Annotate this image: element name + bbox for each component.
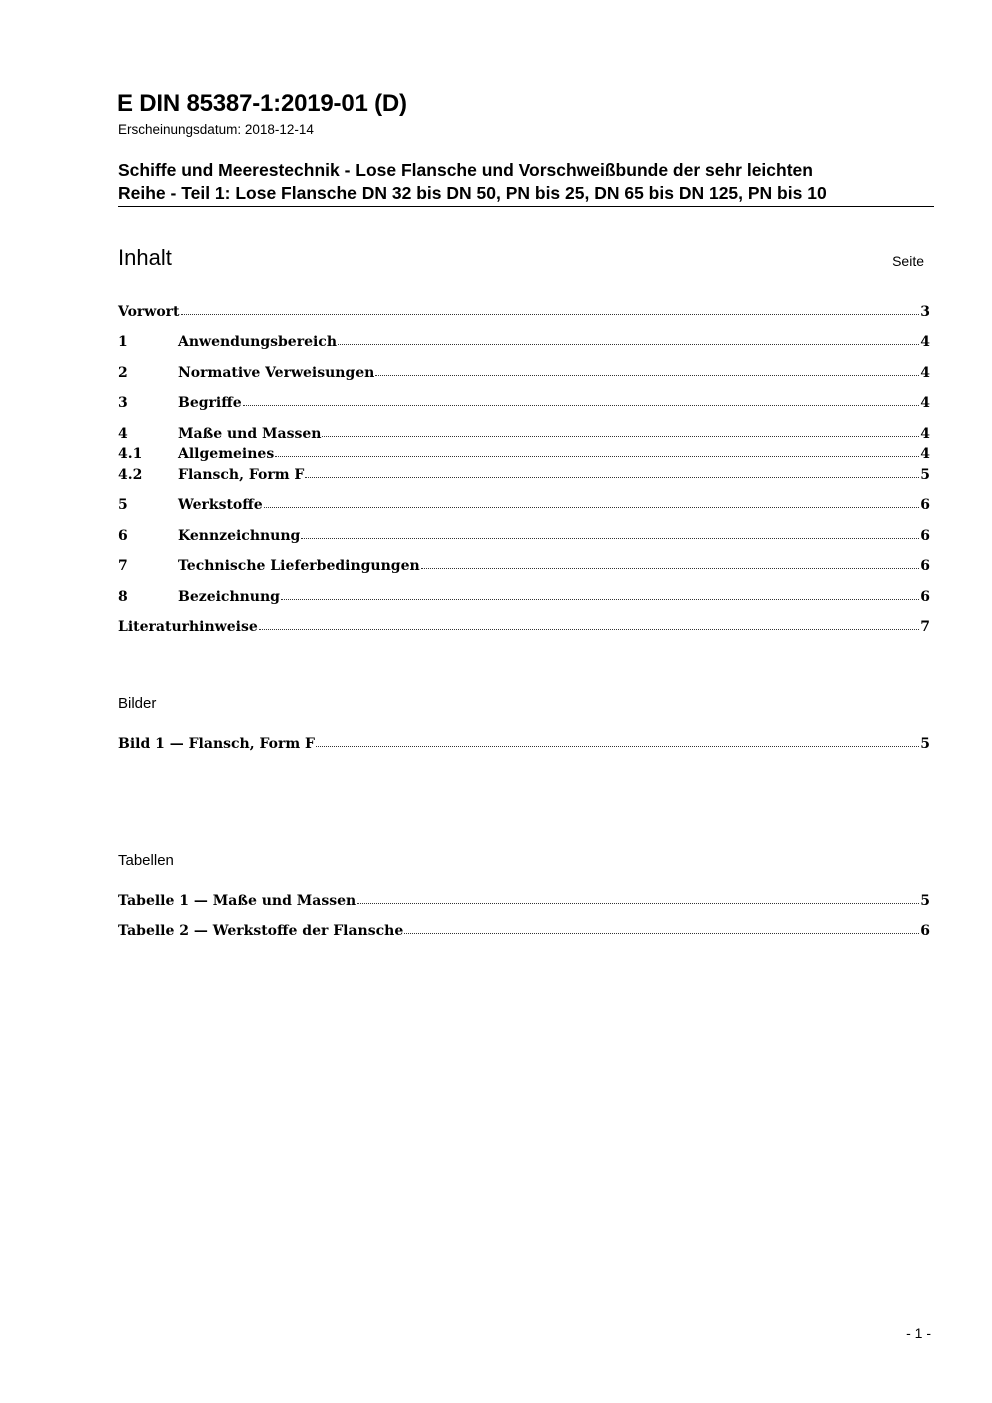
toc-entry-page: 7 — [920, 619, 930, 635]
toc-leader-dots — [322, 424, 919, 438]
toc-entry-page: 6 — [920, 558, 930, 574]
toc-entry-number: 8 — [118, 589, 128, 605]
figure-entry-bild-1[interactable] — [118, 734, 930, 754]
document-title — [118, 159, 934, 207]
toc-leader-dots — [338, 332, 919, 346]
toc-entry-werkstoffe[interactable] — [118, 495, 930, 515]
toc-entry-page: 6 — [920, 528, 930, 544]
toc-entry-label: Maße und Massen — [178, 426, 322, 442]
toc-leader-dots — [305, 465, 919, 479]
toc-entry-page: 6 — [920, 589, 930, 605]
document-title-line-1: Schiffe und Meerestechnik - Lose Flansche und Vorschweißbunde der sehr leichten — [118, 160, 813, 180]
toc-entry-bezeichnung[interactable] — [118, 587, 930, 607]
table-entry-page: 6 — [920, 923, 930, 939]
toc-heading: Inhalt — [118, 245, 172, 270]
toc-entry-literaturhinweise[interactable] — [118, 617, 930, 637]
toc-entry-label: Bezeichnung — [178, 589, 280, 605]
figures-heading: Bilder — [118, 695, 157, 712]
toc-entry-normative-verweisungen[interactable] — [118, 363, 930, 383]
toc-entry-number: 5 — [118, 497, 128, 513]
figure-entry-label: Bild 1 — Flansch, Form F — [118, 736, 315, 752]
toc-leader-dots — [243, 393, 920, 407]
toc-entry-label: Allgemeines — [178, 446, 275, 462]
toc-leader-dots — [316, 734, 919, 748]
toc-entry-page: 4 — [920, 395, 930, 411]
toc-entry-anwendungsbereich[interactable] — [118, 332, 930, 352]
toc-entry-label: Literaturhinweise — [118, 619, 258, 635]
toc-entry-label: Werkstoffe — [178, 497, 263, 513]
table-entry-label: Tabelle 1 — Maße und Massen — [118, 893, 357, 909]
toc-entry-number: 6 — [118, 528, 128, 544]
toc-entry-page: 4 — [920, 446, 930, 462]
toc-leader-dots — [264, 495, 920, 509]
toc-entry-technische-lieferbedingungen[interactable] — [118, 556, 930, 576]
toc-leader-dots — [281, 587, 919, 601]
toc-entry-label: Begriffe — [178, 395, 242, 411]
toc-entry-number: 2 — [118, 365, 128, 381]
toc-leader-dots — [404, 921, 919, 935]
toc-entry-number: 4 — [118, 426, 128, 442]
toc-entry-masse-und-massen[interactable] — [118, 424, 930, 444]
toc-entry-page: 4 — [920, 365, 930, 381]
toc-entry-label: Kennzeichnung — [178, 528, 301, 544]
figure-entry-page: 5 — [920, 736, 930, 752]
toc-entry-flansch-form-f[interactable] — [118, 465, 930, 485]
toc-entry-page: 4 — [920, 426, 930, 442]
table-entry-label: Tabelle 2 — Werkstoffe der Flansche — [118, 923, 404, 939]
publication-date: Erscheinungsdatum: 2018-12-14 — [118, 122, 314, 137]
toc-entry-allgemeines[interactable] — [118, 444, 930, 464]
toc-entry-begriffe[interactable] — [118, 393, 930, 413]
toc-leader-dots — [275, 444, 919, 458]
toc-entry-kennzeichnung[interactable] — [118, 526, 930, 546]
toc-entry-number: 1 — [118, 334, 128, 350]
toc-entry-number: 4.1 — [118, 446, 143, 462]
toc-entry-page: 4 — [920, 334, 930, 350]
toc-entry-label: Normative Verweisungen — [178, 365, 375, 381]
tables-heading: Tabellen — [118, 852, 174, 869]
toc-entry-number: 7 — [118, 558, 128, 574]
toc-entry-label: Vorwort — [118, 304, 180, 320]
toc-leader-dots — [375, 363, 919, 377]
document-title-line-2: Reihe - Teil 1: Lose Flansche DN 32 bis DN 50, PN bis 25, DN 65 bis DN 125, PN bis 10 — [118, 183, 827, 203]
table-entry-tabelle-2[interactable] — [118, 921, 930, 941]
toc-leader-dots — [301, 526, 919, 540]
toc-leader-dots — [181, 302, 920, 316]
toc-entry-label: Technische Lieferbedingungen — [178, 558, 420, 574]
toc-entry-page: 6 — [920, 497, 930, 513]
toc-entry-page: 3 — [920, 304, 930, 320]
document-id: E DIN 85387-1:2019-01 (D) — [117, 90, 407, 117]
toc-entry-page: 5 — [920, 467, 930, 483]
toc-page-column-label: Seite — [892, 253, 924, 269]
toc-leader-dots — [357, 891, 919, 905]
table-entry-page: 5 — [920, 893, 930, 909]
table-entry-tabelle-1[interactable] — [118, 891, 930, 911]
toc-entry-number: 4.2 — [118, 467, 143, 483]
toc-leader-dots — [259, 617, 920, 631]
page-number: - 1 - — [906, 1325, 931, 1341]
toc-entry-label: Flansch, Form F — [178, 467, 305, 483]
toc-entry-vorwort[interactable] — [118, 302, 930, 322]
toc-entry-number: 3 — [118, 395, 128, 411]
toc-entry-label: Anwendungsbereich — [178, 334, 337, 350]
toc-leader-dots — [421, 556, 920, 570]
